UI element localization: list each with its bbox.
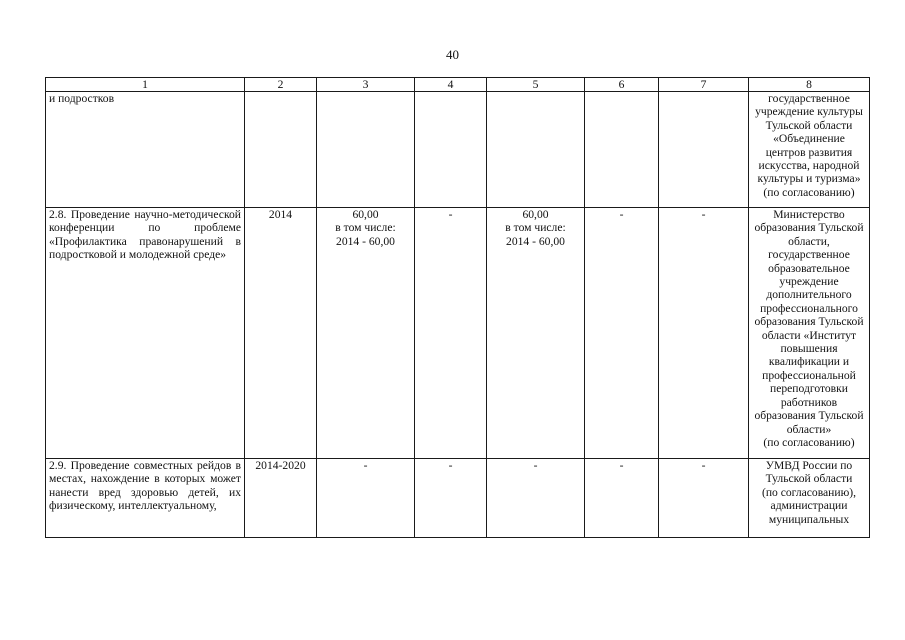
column-header: 8	[749, 78, 870, 92]
regional-funding-cell	[487, 92, 585, 208]
table-row	[46, 92, 870, 208]
local-funding-cell: -	[585, 459, 659, 538]
measure-cell: 2.8. Проведение научно-методической конференции по проблеме «Профилактика правонарушений в подростковой и молодежной среде»	[46, 208, 245, 459]
executor-cell: государственное учреждение культуры Тульской области «Объединение центров развития искусства, народной культуры и туризма» (по согласованию)	[749, 92, 870, 208]
column-header: 5	[487, 78, 585, 92]
table-row	[46, 208, 870, 459]
total-funding-cell: 60,00 в том числе: 2014 - 60,00	[317, 208, 415, 459]
period-cell	[245, 92, 317, 208]
period-cell: 2014-2020	[245, 459, 317, 538]
federal-funding-cell: -	[415, 208, 487, 459]
page-number: 40	[446, 47, 459, 62]
measure-cell: и подростков	[46, 92, 245, 208]
local-funding-cell: -	[585, 208, 659, 459]
other-funding-cell: -	[659, 459, 749, 538]
local-funding-cell	[585, 92, 659, 208]
other-funding-cell	[659, 92, 749, 208]
federal-funding-cell: -	[415, 459, 487, 538]
table-header-row	[46, 78, 870, 92]
program-table	[45, 77, 870, 538]
period-cell: 2014	[245, 208, 317, 459]
measure-cell: 2.9. Проведение совместных рейдов в местах, нахождение в которых может нанести вред здоровью детей, их физическому, интеллектуальному,	[46, 459, 245, 538]
column-header: 3	[317, 78, 415, 92]
column-header: 1	[46, 78, 245, 92]
regional-funding-cell: 60,00 в том числе: 2014 - 60,00	[487, 208, 585, 459]
executor-cell: УМВД России по Тульской области (по согласованию), администрации муниципальных	[749, 459, 870, 538]
column-header: 6	[585, 78, 659, 92]
regional-funding-cell: -	[487, 459, 585, 538]
column-header: 4	[415, 78, 487, 92]
table-row	[46, 459, 870, 538]
total-funding-cell: -	[317, 459, 415, 538]
federal-funding-cell	[415, 92, 487, 208]
total-funding-cell	[317, 92, 415, 208]
other-funding-cell: -	[659, 208, 749, 459]
column-header: 2	[245, 78, 317, 92]
column-header: 7	[659, 78, 749, 92]
executor-cell: Министерство образования Тульской области, государственное образовательное учреждение дополнительного профессионального образования Тульской области «Институт повышения квалификации и профессиональной переподготовки работников образования Тульской области» (по согласованию)	[749, 208, 870, 459]
